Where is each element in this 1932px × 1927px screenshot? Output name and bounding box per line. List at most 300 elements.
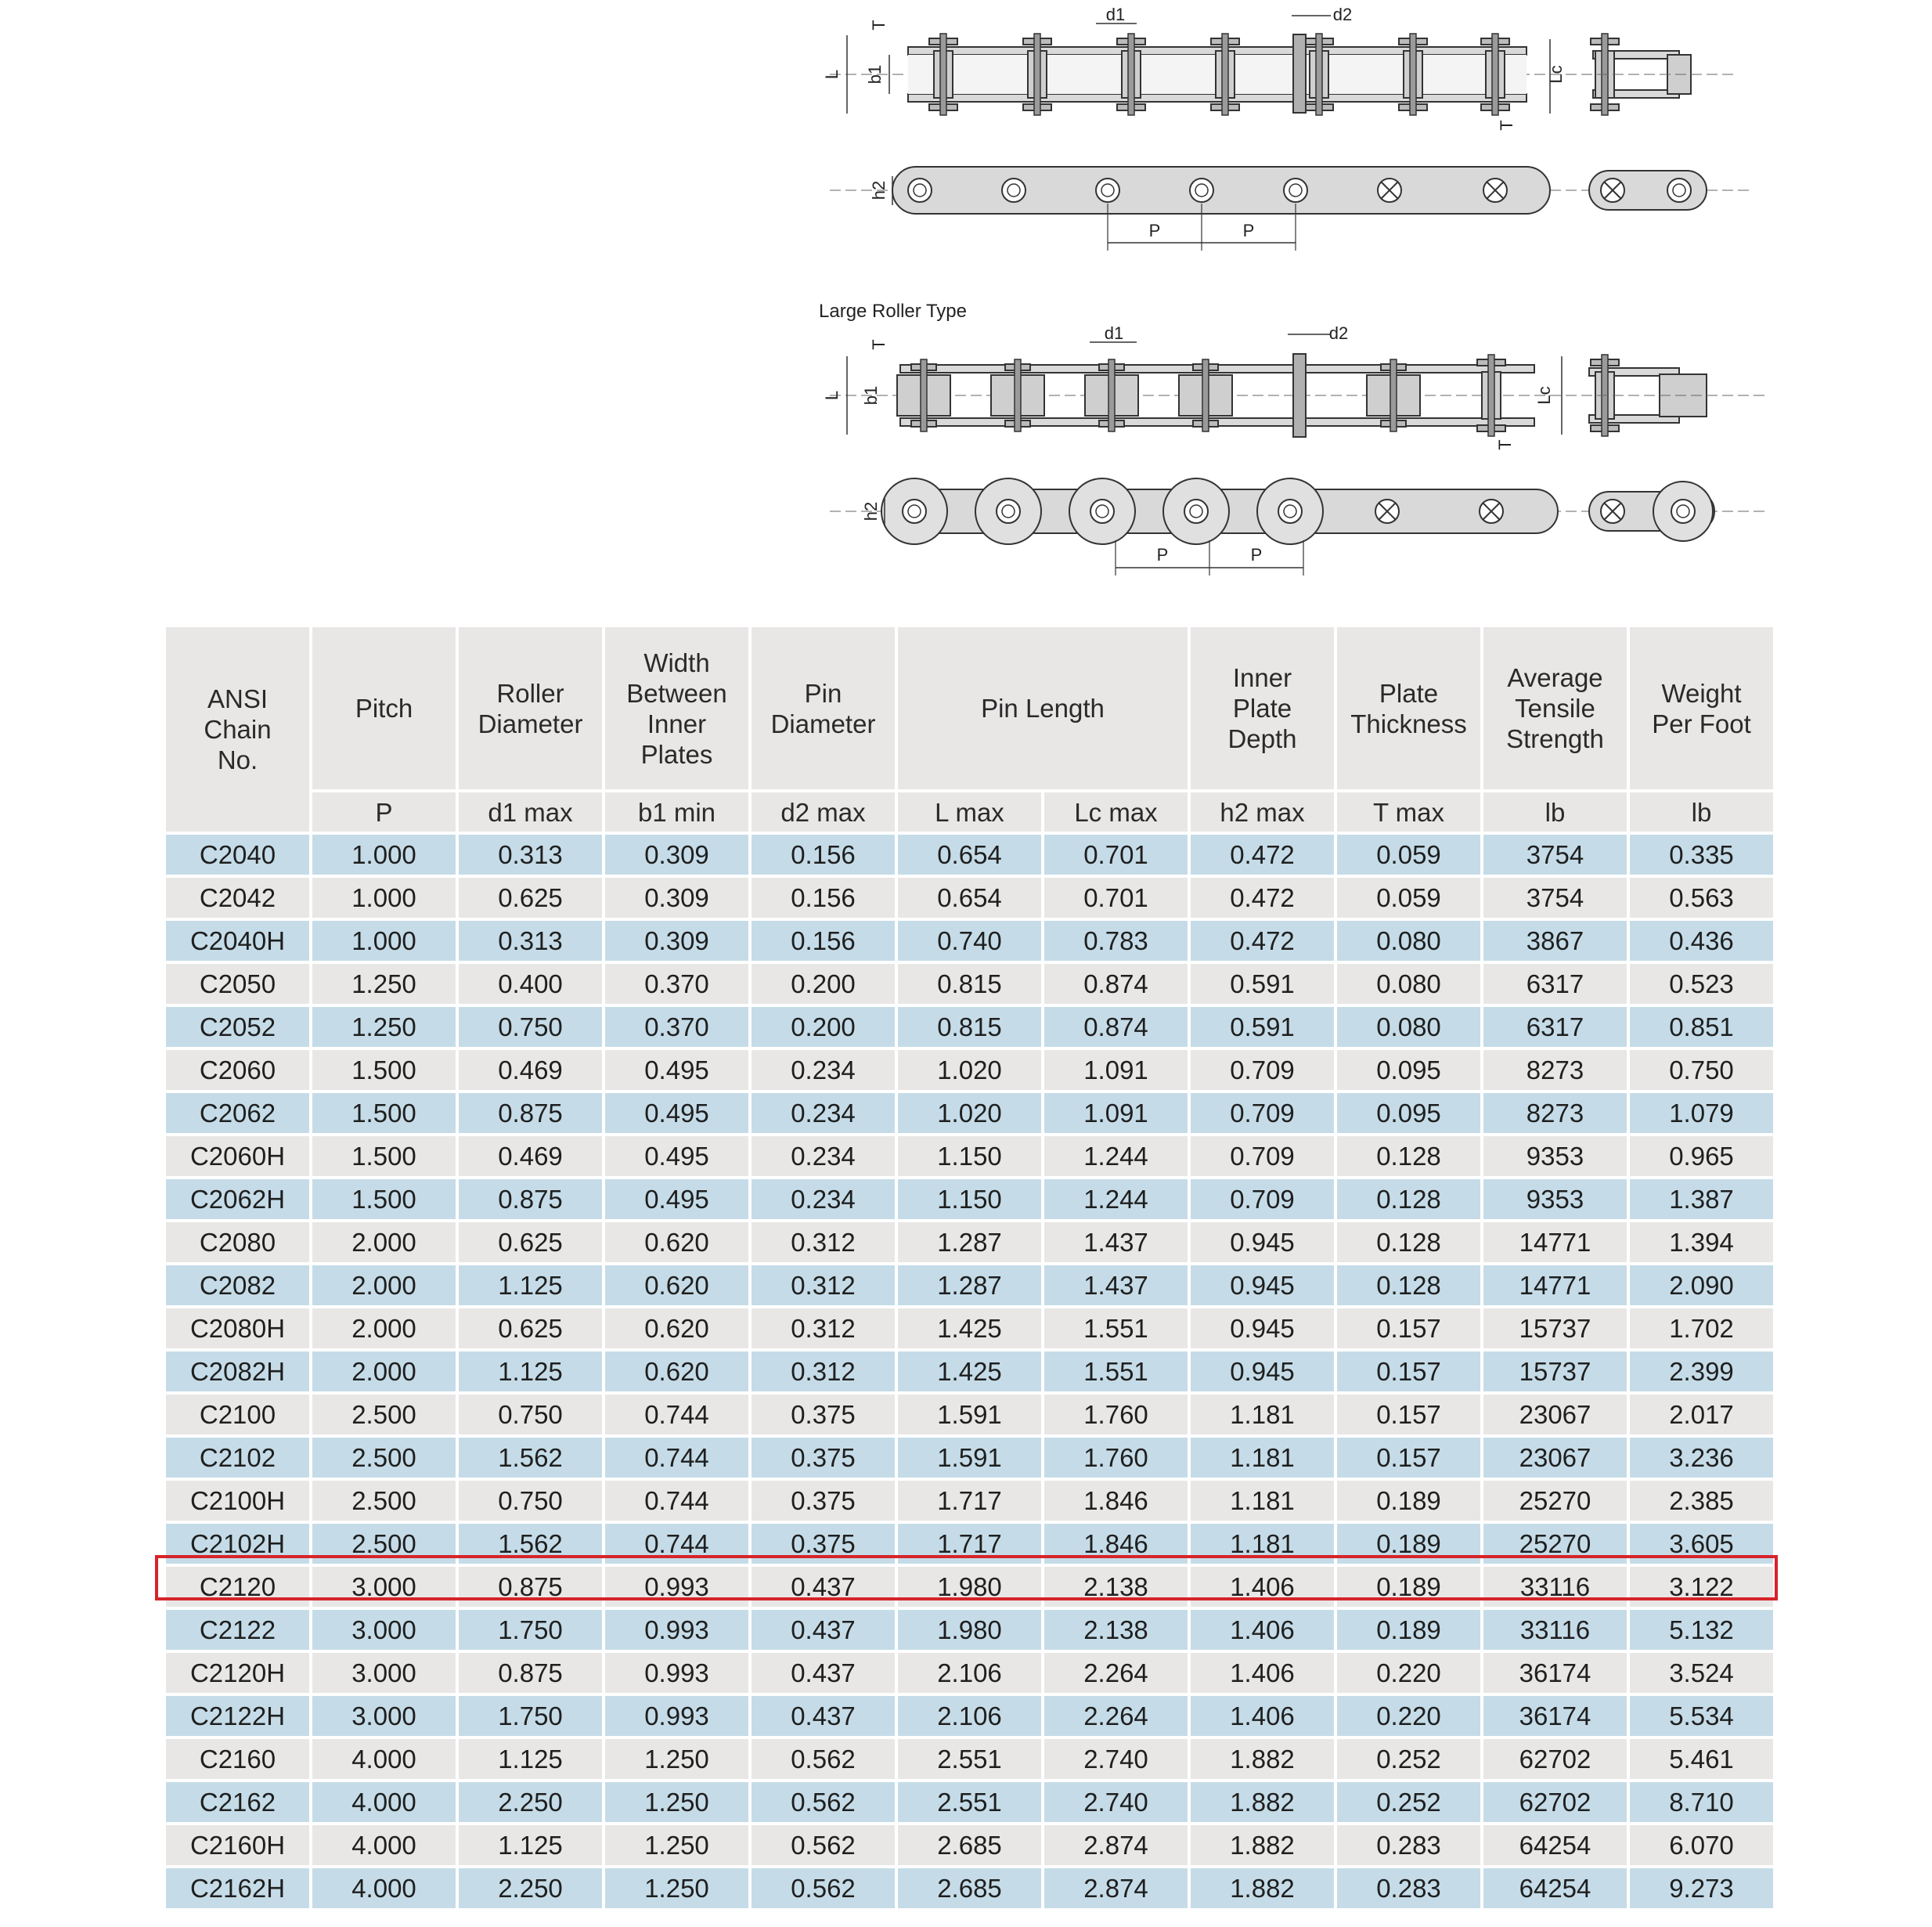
table-cell: 0.523 [1630, 964, 1773, 1004]
table-cell: 1.406 [1191, 1567, 1334, 1607]
table-cell: 0.189 [1337, 1524, 1480, 1564]
table-cell: 2.500 [312, 1438, 456, 1478]
table-cell: 0.157 [1337, 1438, 1480, 1478]
spec-table-body [166, 835, 1773, 1908]
table-cell: 0.080 [1337, 1007, 1480, 1047]
subheader-t: T max [1337, 792, 1480, 832]
table-cell: 1.846 [1044, 1481, 1188, 1521]
table-row [166, 1351, 1773, 1391]
table-cell: 0.815 [898, 1007, 1041, 1047]
table-cell: 0.563 [1630, 878, 1773, 918]
table-cell: 0.620 [605, 1351, 748, 1391]
table-cell: 23067 [1483, 1438, 1627, 1478]
label-P-1: P [1148, 221, 1161, 240]
label-d2-large: d2 [1328, 323, 1349, 343]
table-cell: 0.189 [1337, 1610, 1480, 1650]
table-cell: 1.250 [312, 964, 456, 1004]
table-cell: 0.875 [459, 1093, 602, 1133]
table-row [166, 964, 1773, 1004]
table-cell: 0.375 [752, 1438, 895, 1478]
table-cell: 0.400 [459, 964, 602, 1004]
table-cell: 2.500 [312, 1481, 456, 1521]
table-cell: 0.701 [1044, 878, 1188, 918]
table-cell: 0.156 [752, 835, 895, 875]
table-cell: 1.125 [459, 1351, 602, 1391]
label-L: L [822, 69, 842, 80]
table-cell: 0.965 [1630, 1136, 1773, 1176]
subheader-b1: b1 min [605, 792, 748, 832]
table-cell: 4.000 [312, 1825, 456, 1865]
table-cell: 2.138 [1044, 1567, 1188, 1607]
table-cell: 2.250 [459, 1868, 602, 1908]
table-cell: 0.620 [605, 1265, 748, 1305]
table-cell: 0.591 [1191, 1007, 1334, 1047]
table-row [166, 921, 1773, 961]
table-cell: 0.625 [459, 878, 602, 918]
table-cell: 1.250 [605, 1868, 748, 1908]
table-cell: 33116 [1483, 1610, 1627, 1650]
table-cell: 2.090 [1630, 1265, 1773, 1305]
subheader-h2: h2 max [1191, 792, 1334, 832]
table-cell: 1.406 [1191, 1653, 1334, 1693]
chain-number-cell: C2050 [166, 964, 309, 1004]
table-cell: 3.000 [312, 1653, 456, 1693]
label-T-large-2: T [1495, 439, 1515, 450]
table-cell: 0.234 [752, 1093, 895, 1133]
table-cell: 2.740 [1044, 1739, 1188, 1779]
table-cell: 8273 [1483, 1050, 1627, 1090]
table-cell: 33116 [1483, 1567, 1627, 1607]
table-cell: 1.181 [1191, 1395, 1334, 1434]
label-d2: d2 [1332, 5, 1353, 24]
table-cell: 0.312 [752, 1351, 895, 1391]
chain-number-cell: C2120H [166, 1653, 309, 1693]
table-cell: 0.220 [1337, 1653, 1480, 1693]
label-P-large-2: P [1250, 545, 1263, 565]
table-cell: 1.150 [898, 1179, 1041, 1219]
table-row [166, 1653, 1773, 1693]
table-cell: 1.250 [605, 1825, 748, 1865]
table-cell: 2.874 [1044, 1868, 1188, 1908]
table-cell: 0.375 [752, 1395, 895, 1434]
label-P-large-1: P [1156, 545, 1169, 565]
chain-number-cell: C2082 [166, 1265, 309, 1305]
table-cell: 2.551 [898, 1782, 1041, 1822]
table-cell: 0.875 [459, 1179, 602, 1219]
table-cell: 1.882 [1191, 1868, 1334, 1908]
table-cell: 1.125 [459, 1739, 602, 1779]
table-cell: 0.744 [605, 1438, 748, 1478]
chain-number-cell: C2102H [166, 1524, 309, 1564]
table-cell: 1.091 [1044, 1050, 1188, 1090]
label-h2: h2 [869, 180, 889, 200]
table-cell: 1.000 [312, 835, 456, 875]
table-cell: 0.234 [752, 1136, 895, 1176]
table-cell: 0.744 [605, 1481, 748, 1521]
table-cell: 0.313 [459, 835, 602, 875]
table-cell: 0.701 [1044, 835, 1188, 875]
table-cell: 14771 [1483, 1265, 1627, 1305]
table-cell: 0.080 [1337, 921, 1480, 961]
table-cell: 4.000 [312, 1868, 456, 1908]
chain-diagrams [798, 0, 1816, 595]
table-cell: 0.625 [459, 1222, 602, 1262]
table-cell: 0.472 [1191, 835, 1334, 875]
chain-number-cell: C2122H [166, 1696, 309, 1736]
table-cell: 0.495 [605, 1093, 748, 1133]
table-cell: 0.436 [1630, 921, 1773, 961]
table-cell: 5.132 [1630, 1610, 1773, 1650]
table-cell: 0.750 [459, 1395, 602, 1434]
table-cell: 0.750 [459, 1481, 602, 1521]
table-row [166, 1265, 1773, 1305]
subheader-l: L max [898, 792, 1041, 832]
chain-number-cell: C2082H [166, 1351, 309, 1391]
table-cell: 1.882 [1191, 1825, 1334, 1865]
table-cell: 23067 [1483, 1395, 1627, 1434]
table-cell: 0.437 [752, 1610, 895, 1650]
table-cell: 2.399 [1630, 1351, 1773, 1391]
table-cell: 0.815 [898, 964, 1041, 1004]
table-cell: 1.437 [1044, 1265, 1188, 1305]
table-cell: 2.000 [312, 1308, 456, 1348]
table-cell: 3754 [1483, 835, 1627, 875]
table-cell: 1.287 [898, 1222, 1041, 1262]
table-cell: 1.250 [312, 1007, 456, 1047]
table-cell: 5.461 [1630, 1739, 1773, 1779]
chain-number-cell: C2160H [166, 1825, 309, 1865]
chain-spec-table [163, 624, 1776, 1911]
table-cell: 1.250 [605, 1782, 748, 1822]
table-cell: 0.200 [752, 964, 895, 1004]
table-cell: 1.020 [898, 1093, 1041, 1133]
table-cell: 0.157 [1337, 1308, 1480, 1348]
subheader-weight-unit: lb [1630, 792, 1773, 832]
table-cell: 0.128 [1337, 1179, 1480, 1219]
table-cell: 3.236 [1630, 1438, 1773, 1478]
label-d1-large: d1 [1104, 323, 1124, 343]
table-cell: 0.156 [752, 921, 895, 961]
table-cell: 0.591 [1191, 964, 1334, 1004]
table-cell: 1.882 [1191, 1782, 1334, 1822]
table-cell: 1.591 [898, 1395, 1041, 1434]
chain-number-cell: C2040 [166, 835, 309, 875]
table-cell: 1.000 [312, 921, 456, 961]
chain-number-cell: C2080H [166, 1308, 309, 1348]
table-cell: 62702 [1483, 1782, 1627, 1822]
table-cell: 25270 [1483, 1524, 1627, 1564]
table-cell: 0.309 [605, 835, 748, 875]
table-cell: 0.200 [752, 1007, 895, 1047]
table-cell: 0.495 [605, 1136, 748, 1176]
table-cell: 1.551 [1044, 1351, 1188, 1391]
table-row [166, 1395, 1773, 1434]
table-cell: 0.744 [605, 1395, 748, 1434]
table-cell: 0.620 [605, 1222, 748, 1262]
table-cell: 1.000 [312, 878, 456, 918]
chain-number-cell: C2162 [166, 1782, 309, 1822]
table-cell: 0.313 [459, 921, 602, 961]
label-L-large: L [822, 390, 842, 401]
table-cell: 0.562 [752, 1782, 895, 1822]
header-pin-length: Pin Length [898, 627, 1188, 789]
table-cell: 1.181 [1191, 1438, 1334, 1478]
table-cell: 0.945 [1191, 1265, 1334, 1305]
table-cell: 1.406 [1191, 1610, 1334, 1650]
chain-number-cell: C2102 [166, 1438, 309, 1478]
table-cell: 1.150 [898, 1136, 1041, 1176]
table-cell: 2.264 [1044, 1696, 1188, 1736]
table-row [166, 1739, 1773, 1779]
table-cell: 0.993 [605, 1610, 748, 1650]
chain-number-cell: C2120 [166, 1567, 309, 1607]
header-pin-diameter: Pin Diameter [752, 627, 895, 789]
table-cell: 1.437 [1044, 1222, 1188, 1262]
table-cell: 0.945 [1191, 1351, 1334, 1391]
table-cell: 1.125 [459, 1265, 602, 1305]
table-cell: 3.605 [1630, 1524, 1773, 1564]
table-cell: 1.079 [1630, 1093, 1773, 1133]
chain-number-cell: C2042 [166, 878, 309, 918]
table-cell: 2.000 [312, 1222, 456, 1262]
table-row [166, 1438, 1773, 1478]
table-cell: 1.287 [898, 1265, 1041, 1305]
table-cell: 3.000 [312, 1696, 456, 1736]
table-cell: 0.654 [898, 878, 1041, 918]
table-cell: 2.106 [898, 1696, 1041, 1736]
table-cell: 2.138 [1044, 1610, 1188, 1650]
chain-number-cell: C2162H [166, 1868, 309, 1908]
table-cell: 0.234 [752, 1050, 895, 1090]
table-cell: 1.387 [1630, 1179, 1773, 1219]
table-row [166, 1179, 1773, 1219]
header-inner-plate-depth: Inner Plate Depth [1191, 627, 1334, 789]
table-row [166, 1696, 1773, 1736]
table-cell: 9353 [1483, 1136, 1627, 1176]
table-cell: 0.312 [752, 1265, 895, 1305]
table-row [166, 878, 1773, 918]
table-cell: 2.551 [898, 1739, 1041, 1779]
table-cell: 0.095 [1337, 1093, 1480, 1133]
table-cell: 1.500 [312, 1093, 456, 1133]
table-cell: 1.562 [459, 1524, 602, 1564]
table-cell: 3754 [1483, 878, 1627, 918]
table-row [166, 1610, 1773, 1650]
chain-number-cell: C2040H [166, 921, 309, 961]
chain-number-cell: C2080 [166, 1222, 309, 1262]
subheader-lc: Lc max [1044, 792, 1188, 832]
table-row [166, 1222, 1773, 1262]
chain-number-cell: C2100 [166, 1395, 309, 1434]
label-Lc-large: Lc [1534, 386, 1554, 405]
table-cell: 0.495 [605, 1179, 748, 1219]
table-cell: 0.234 [752, 1179, 895, 1219]
table-cell: 0.335 [1630, 835, 1773, 875]
table-cell: 1.717 [898, 1481, 1041, 1521]
chain-number-cell: C2160 [166, 1739, 309, 1779]
table-cell: 4.000 [312, 1782, 456, 1822]
table-cell: 0.993 [605, 1567, 748, 1607]
table-cell: 1.406 [1191, 1696, 1334, 1736]
table-cell: 0.654 [898, 835, 1041, 875]
table-cell: 2.264 [1044, 1653, 1188, 1693]
table-cell: 1.394 [1630, 1222, 1773, 1262]
table-cell: 1.091 [1044, 1093, 1188, 1133]
table-cell: 1.980 [898, 1610, 1041, 1650]
table-cell: 2.017 [1630, 1395, 1773, 1434]
table-cell: 0.370 [605, 1007, 748, 1047]
table-cell: 0.252 [1337, 1782, 1480, 1822]
table-cell: 1.181 [1191, 1524, 1334, 1564]
table-cell: 0.472 [1191, 921, 1334, 961]
table-cell: 2.106 [898, 1653, 1041, 1693]
table-row [166, 1481, 1773, 1521]
table-cell: 64254 [1483, 1868, 1627, 1908]
table-row [166, 1050, 1773, 1090]
label-d1: d1 [1105, 5, 1126, 24]
table-cell: 36174 [1483, 1696, 1627, 1736]
table-cell: 0.562 [752, 1868, 895, 1908]
table-cell: 2.874 [1044, 1825, 1188, 1865]
table-cell: 2.500 [312, 1524, 456, 1564]
table-cell: 0.309 [605, 921, 748, 961]
table-cell: 2.385 [1630, 1481, 1773, 1521]
table-cell: 1.244 [1044, 1136, 1188, 1176]
header-width-between-inner-plates: Width Between Inner Plates [605, 627, 748, 789]
table-cell: 0.993 [605, 1696, 748, 1736]
table-cell: 6.070 [1630, 1825, 1773, 1865]
table-cell: 0.309 [605, 878, 748, 918]
table-cell: 1.250 [605, 1739, 748, 1779]
table-cell: 1.500 [312, 1050, 456, 1090]
table-cell: 0.189 [1337, 1481, 1480, 1521]
table-cell: 6317 [1483, 1007, 1627, 1047]
table-cell: 1.244 [1044, 1179, 1188, 1219]
label-T: T [869, 20, 889, 31]
table-cell: 1.702 [1630, 1308, 1773, 1348]
table-cell: 0.469 [459, 1050, 602, 1090]
table-cell: 5.534 [1630, 1696, 1773, 1736]
header-average-tensile-strength: Average Tensile Strength [1483, 627, 1627, 789]
table-cell: 2.250 [459, 1782, 602, 1822]
header-weight-per-foot: Weight Per Foot [1630, 627, 1773, 789]
table-cell: 0.370 [605, 964, 748, 1004]
table-cell: 2.000 [312, 1265, 456, 1305]
table-cell: 0.709 [1191, 1093, 1334, 1133]
table-cell: 0.128 [1337, 1136, 1480, 1176]
table-cell: 3.000 [312, 1567, 456, 1607]
table-cell: 0.945 [1191, 1222, 1334, 1262]
header-roller-diameter: Roller Diameter [459, 627, 602, 789]
table-cell: 0.620 [605, 1308, 748, 1348]
table-cell: 1.760 [1044, 1438, 1188, 1478]
table-cell: 9.273 [1630, 1868, 1773, 1908]
subheader-d1: d1 max [459, 792, 602, 832]
table-cell: 1.181 [1191, 1481, 1334, 1521]
table-cell: 1.500 [312, 1136, 456, 1176]
table-row [166, 1524, 1773, 1564]
header-chain-no: ANSI Chain No. [166, 627, 309, 832]
table-cell: 0.945 [1191, 1308, 1334, 1348]
table-cell: 1.562 [459, 1438, 602, 1478]
table-cell: 0.993 [605, 1653, 748, 1693]
table-cell: 1.020 [898, 1050, 1041, 1090]
table-row [166, 1567, 1773, 1607]
table-row [166, 835, 1773, 875]
table-cell: 0.495 [605, 1050, 748, 1090]
table-cell: 0.080 [1337, 964, 1480, 1004]
table-cell: 0.562 [752, 1825, 895, 1865]
table-cell: 0.283 [1337, 1868, 1480, 1908]
header-pitch: Pitch [312, 627, 456, 789]
table-cell: 0.469 [459, 1136, 602, 1176]
table-cell: 0.709 [1191, 1179, 1334, 1219]
table-cell: 0.437 [752, 1567, 895, 1607]
chain-number-cell: C2062H [166, 1179, 309, 1219]
chain-number-cell: C2100H [166, 1481, 309, 1521]
table-cell: 1.551 [1044, 1308, 1188, 1348]
table-row [166, 1825, 1773, 1865]
table-cell: 2.000 [312, 1351, 456, 1391]
table-cell: 0.437 [752, 1696, 895, 1736]
table-cell: 0.472 [1191, 878, 1334, 918]
table-cell: 0.283 [1337, 1825, 1480, 1865]
label-Lc: Lc [1546, 65, 1566, 84]
table-cell: 1.750 [459, 1696, 602, 1736]
table-cell: 1.717 [898, 1524, 1041, 1564]
table-cell: 1.750 [459, 1610, 602, 1650]
table-cell: 1.425 [898, 1308, 1041, 1348]
table-cell: 0.312 [752, 1222, 895, 1262]
table-cell: 1.846 [1044, 1524, 1188, 1564]
table-cell: 0.375 [752, 1524, 895, 1564]
table-cell: 0.189 [1337, 1567, 1480, 1607]
table-cell: 0.562 [752, 1739, 895, 1779]
table-cell: 0.437 [752, 1653, 895, 1693]
table-cell: 1.125 [459, 1825, 602, 1865]
table-cell: 0.875 [459, 1653, 602, 1693]
table-cell: 0.709 [1191, 1050, 1334, 1090]
table-cell: 25270 [1483, 1481, 1627, 1521]
table-cell: 3.122 [1630, 1567, 1773, 1607]
table-cell: 6317 [1483, 964, 1627, 1004]
table-cell: 3.524 [1630, 1653, 1773, 1693]
table-cell: 64254 [1483, 1825, 1627, 1865]
table-cell: 1.425 [898, 1351, 1041, 1391]
table-cell: 0.220 [1337, 1696, 1480, 1736]
label-T-large: T [869, 339, 889, 350]
table-cell: 0.095 [1337, 1050, 1480, 1090]
table-cell: 8273 [1483, 1093, 1627, 1133]
table-cell: 0.157 [1337, 1351, 1480, 1391]
chain-number-cell: C2060H [166, 1136, 309, 1176]
chain-diagram-svg [798, 0, 1816, 595]
header-plate-thickness: Plate Thickness [1337, 627, 1480, 789]
table-cell: 3867 [1483, 921, 1627, 961]
label-b1: b1 [865, 64, 885, 85]
label-T-2: T [1497, 120, 1516, 131]
table-cell: 36174 [1483, 1653, 1627, 1693]
table-cell: 0.128 [1337, 1265, 1480, 1305]
table-cell: 4.000 [312, 1739, 456, 1779]
table-cell: 0.783 [1044, 921, 1188, 961]
table-cell: 0.059 [1337, 878, 1480, 918]
table-cell: 2.685 [898, 1825, 1041, 1865]
table-row [166, 1782, 1773, 1822]
table-cell: 0.744 [605, 1524, 748, 1564]
table-cell: 3.000 [312, 1610, 456, 1650]
table-row [166, 1868, 1773, 1908]
